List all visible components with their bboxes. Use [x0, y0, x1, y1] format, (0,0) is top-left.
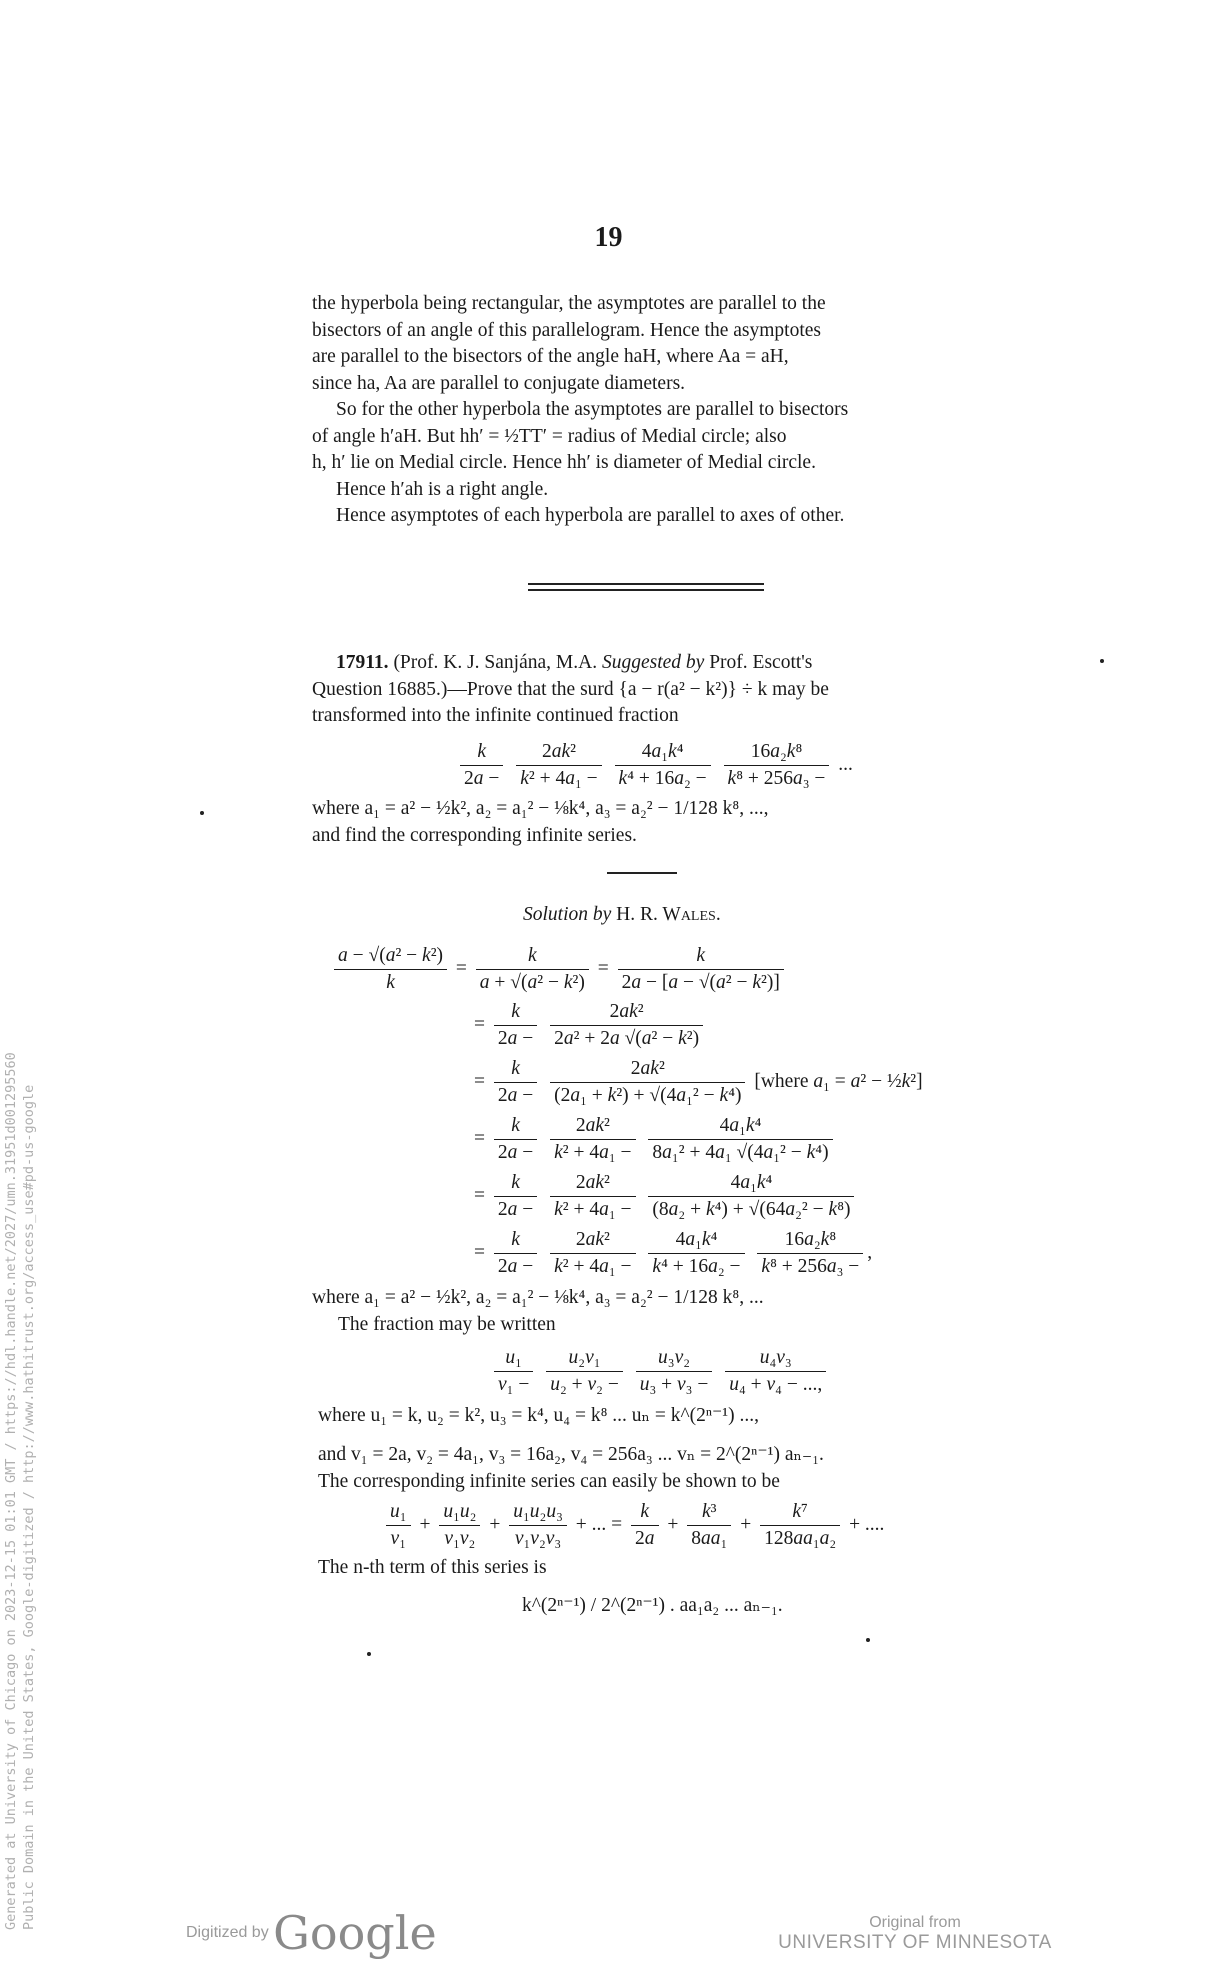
text-line: So for the other hyperbola the asymptotes are parallel to bisectors: [336, 399, 849, 420]
text-line: transformed into the infinite continued fraction: [312, 705, 679, 726]
problem-find-line: and find the corresponding infinite series.: [312, 825, 637, 846]
text-line: Hence h′ah is a right angle.: [336, 478, 549, 500]
text-line: h, h′ lie on Medial circle. Hence hh′ is diameter of Medial circle.: [312, 452, 816, 473]
hathitrust-watermark: [2, 1052, 38, 1930]
problem-where-line: where a₁ = a² − ½k², a₂ = a₁² − ⅛k⁴, a₃ = a₂² − 1/128 k⁸, ...,: [312, 798, 769, 819]
suggested-label: Suggested by: [601, 652, 705, 673]
solution-where-line: where a₁ = a² − ½k², a₂ = a₁² − ⅛k⁴, a₃ = a₂² − 1/128 k⁸, ...: [312, 1287, 764, 1308]
text-line: the hyperbola being rectangular, the asymptotes are parallel to the: [312, 293, 826, 314]
suggested-by: Prof. Escott's: [709, 652, 813, 673]
page-number: 19: [594, 222, 623, 253]
section-divider-bottom: [528, 589, 764, 591]
u-definition-line: where u₁ = k, u₂ = k², u₃ = k⁴, u₄ = k⁸ ... uₙ = k^(2ⁿ⁻¹) ...,: [318, 1405, 759, 1426]
continued-fraction: $\frac{k}{2a -}$ $\frac{\text{2ak²}}{\text{k² + 4a₁ −}}$ $\frac{\text{4a₁k⁴}}{\text{k⁴ + 16a₂ −}}$ $\frac{\text{16a₂k⁸}}{\text{k⁸ + 256a₃ −}}$ ...: [456, 740, 853, 791]
page-speck: [367, 1652, 371, 1656]
solution-author: H. R. Wales.: [616, 904, 721, 925]
problem-statement: [312, 650, 992, 730]
series-intro-line: The corresponding infinite series can easily be shown to be: [318, 1471, 780, 1492]
derivation-step-5: = $\frac{k}{2a -}$ $\frac{\text{2ak²}}{\text{k² + 4a₁ −}}$ $\frac{\text{4a₁k⁴}}{\text{(8a₂ + k⁴) + √(64a₂² − k⁸)}}$: [474, 1171, 858, 1222]
original-from-label: Original from: [869, 1914, 961, 1931]
watermark-line-2: Public Domain in the United States, Google-digitized / http://www.hathitrust.org/access_use#pd-us-google: [21, 1084, 37, 1930]
text-line: are parallel to the bisectors of the angle haH, where Aa = aH,: [312, 346, 789, 367]
university-name: UNIVERSITY OF MINNESOTA: [778, 1932, 1052, 1953]
page-speck: [200, 811, 204, 815]
digitized-by-label: Digitized by: [186, 1924, 269, 1941]
nth-term-intro-line: The n-th term of this series is: [318, 1557, 547, 1578]
paragraph-asymptotes: [312, 291, 992, 530]
text-line: since ha, Aa are parallel to conjugate diameters.: [312, 372, 686, 394]
problem-author: (Prof. K. J. Sanjána, M.A.: [393, 652, 598, 673]
short-divider: [607, 872, 677, 874]
text-line: Hence asymptotes of each hyperbola are parallel to axes of other.: [336, 505, 845, 526]
solution-heading: [523, 904, 721, 926]
derivation-step-1: $\frac{\text{a − √(a² − k²)}}{k}$ = $\frac{k}{\text{a + √(a² − k²)}}$ = $\frac{k}{\text{2a − [a − √(a² − k²)]}}$: [330, 944, 788, 995]
page-speck: [866, 1638, 870, 1642]
watermark-line-1: Generated at University of Chicago on 2023-12-15 01:01 GMT / https://hdl.handle.net/2027/umn.31951d001295560: [3, 1052, 19, 1930]
derivation-step-6: = $\frac{k}{2a -}$ $\frac{\text{2ak²}}{\text{k² + 4a₁ −}}$ $\frac{\text{4a₁k⁴}}{\text{k⁴ + 16a₂ −}}$ $\frac{\text{16a₂k⁸}}{\text{k⁸ + 256a₃ −}}$ ,: [474, 1229, 873, 1277]
infinite-series: $\frac{\text{u₁}}{\text{v₁}}$ + $\frac{\text{u₁u₂}}{\text{v₁v₂}}$ + $\frac{\text{u₁u₂u₃}}{\text{v₁v₂v₃}}$ + ... = $\frac{k}{2a}$ + $\frac{\text{k³}}{\text{8aa₁}}$ + $\frac{\text{k⁷}}{\text{128aa₁a₂}}$ + ....: [382, 1500, 884, 1551]
derivation-step-3: = $\frac{k}{2a -}$ $\frac{\text{2ak²}}{\text{(2a₁ + k²) + √(4a₁² − k⁴)}}$ [where a₁ = a² − ½k²]: [474, 1058, 923, 1106]
original-from: [770, 1914, 1060, 1954]
derivation-step-4: = $\frac{k}{2a -}$ $\frac{\text{2ak²}}{\text{k² + 4a₁ −}}$ $\frac{\text{4a₁k⁴}}{\text{8a₁² + 4a₁ √(4a₁² − k⁴)}}$: [474, 1114, 837, 1165]
v-definition-line: and v₁ = 2a, v₂ = 4a₁, v₃ = 16a₂, v₄ = 256a₃ ... vₙ = 2^(2ⁿ⁻¹) aₙ₋₁.: [318, 1444, 824, 1465]
section-divider-top: [528, 583, 764, 585]
derivation-step-2: = $\frac{k}{2a -}$ $\frac{\text{2ak²}}{\text{2a² + 2a √(a² − k²)}}$: [474, 1000, 707, 1051]
page-speck: [1100, 659, 1104, 663]
u-v-fraction: $\frac{\text{u₁}}{\text{v₁ −}}$ $\frac{\text{u₂v₁}}{\text{u₂ + v₂ −}}$ $\frac{\text{u₃v₂}}{\text{u₃ + v₃ −}}$ $\frac{\text{u₄v₃}}{\text{u₄ + v₄ − ...,}}$: [490, 1346, 830, 1397]
text-line: Question 16885.)—Prove that the surd {a − r(a² − k²)} ÷ k may be: [312, 678, 829, 700]
text-line: bisectors of an angle of this parallelogram. Hence the asymptotes: [312, 319, 821, 341]
text-line: of angle h′aH. But hh′ = ½TT′ = radius of Medial circle; also: [312, 425, 787, 447]
google-logo: Google: [273, 1906, 437, 1960]
digitized-by-google: [186, 1906, 437, 1960]
problem-number: 17911.: [336, 652, 389, 673]
fraction-intro-line: The fraction may be written: [338, 1314, 556, 1335]
nth-term-formula: k^(2ⁿ⁻¹) / 2^(2ⁿ⁻¹) . aa₁a₂ ... aₙ₋₁.: [522, 1595, 783, 1616]
solution-label: Solution by: [523, 904, 612, 925]
